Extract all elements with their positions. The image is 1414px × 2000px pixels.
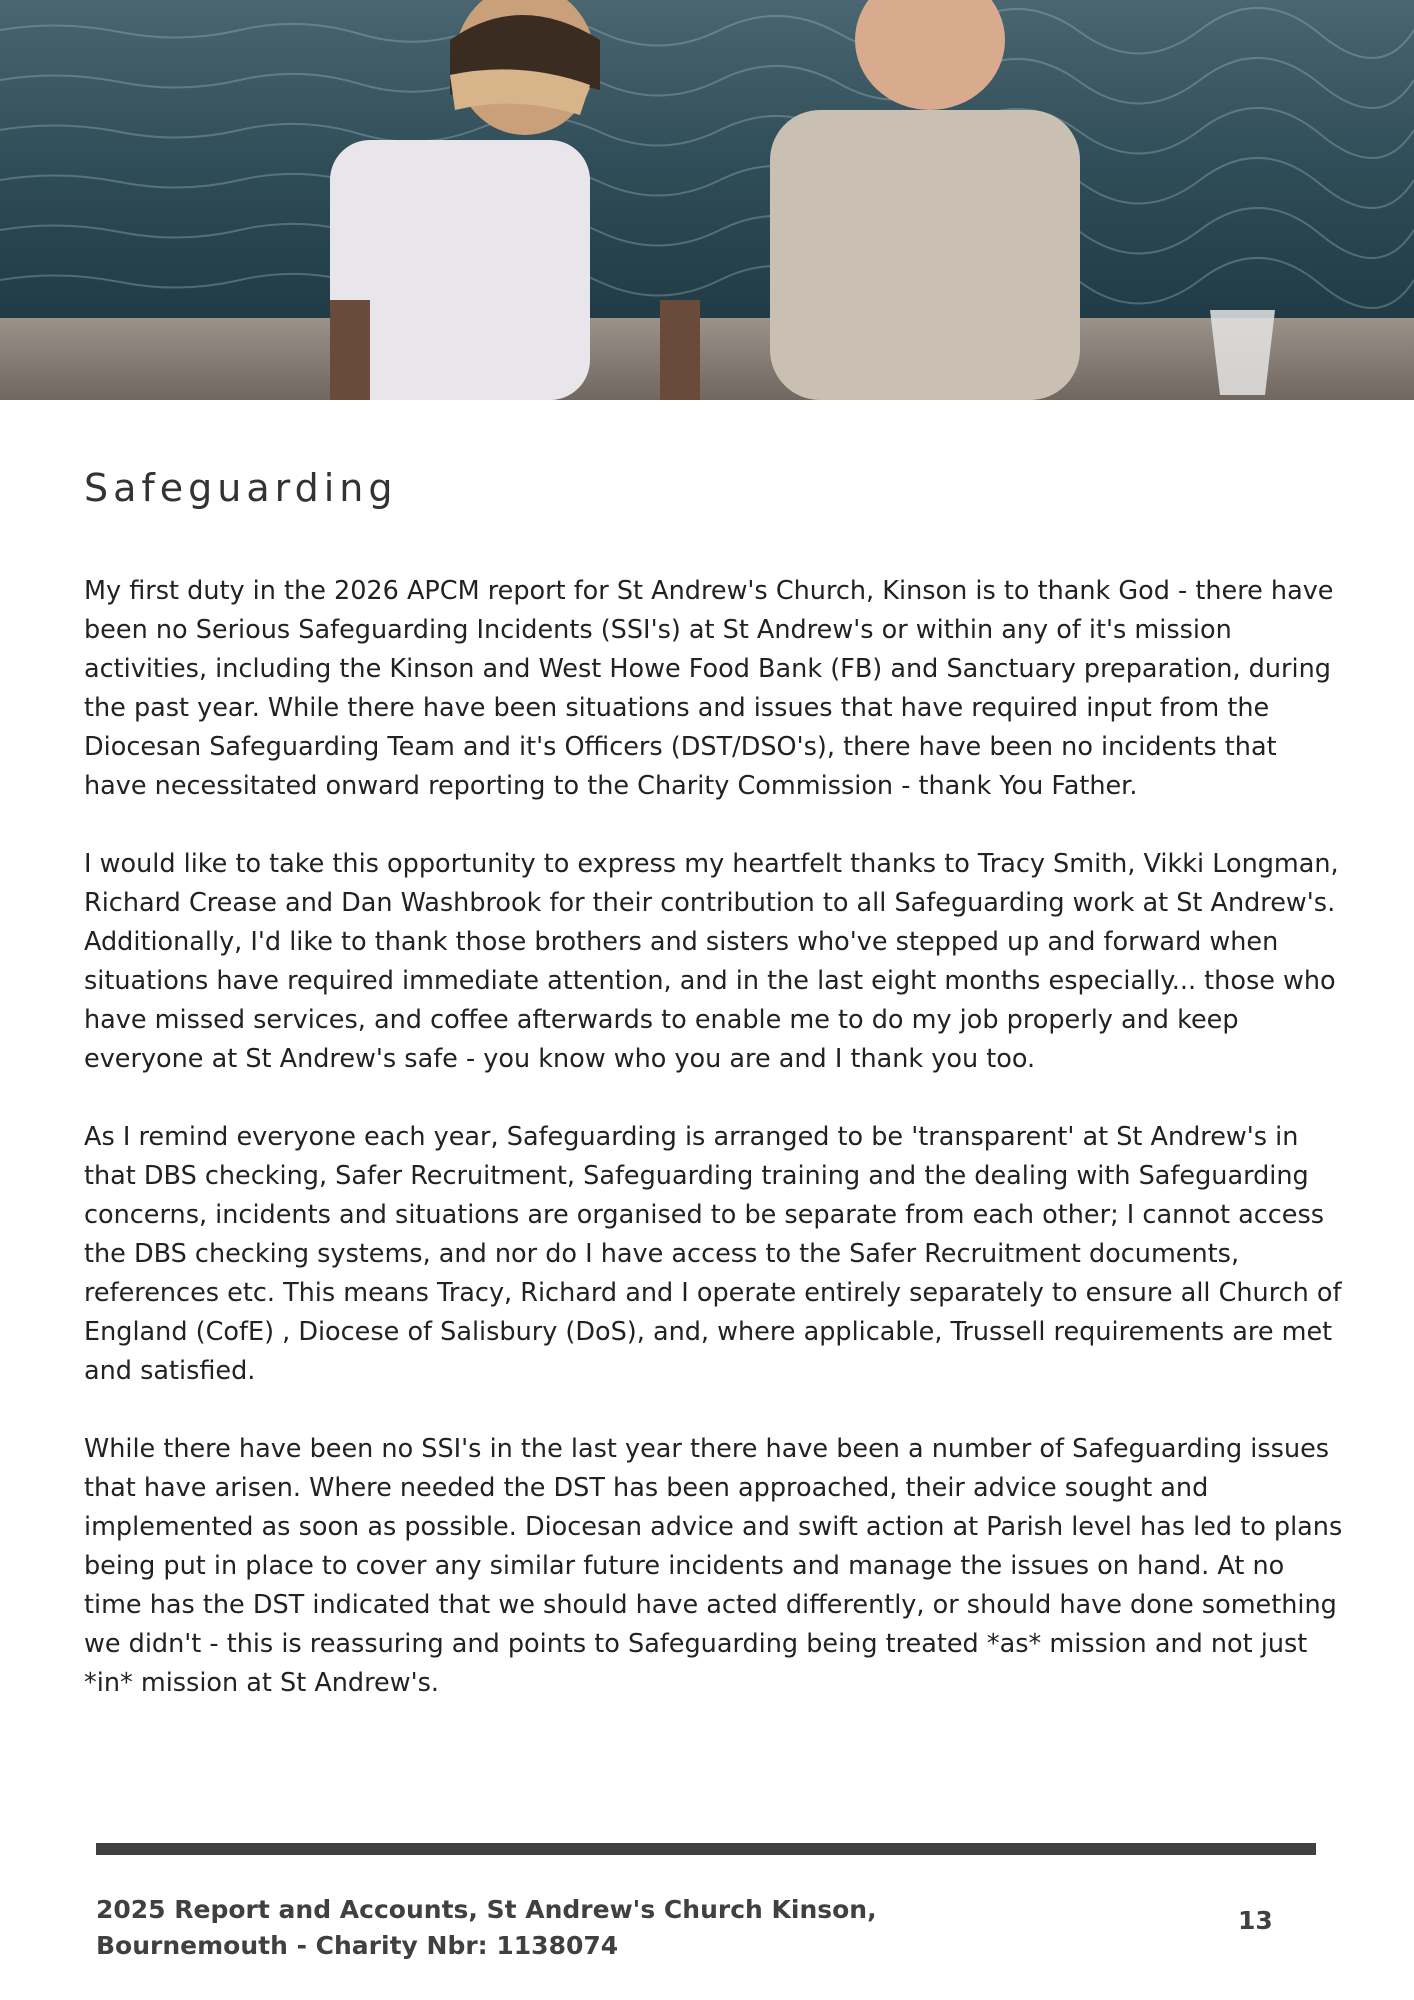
plastic-cup	[1210, 310, 1275, 395]
hero-photo-illustration	[0, 0, 1414, 400]
body-text	[84, 572, 1344, 1742]
footer-divider	[96, 1843, 1316, 1855]
paragraph: As I remind everyone each year, Safeguarding is arranged to be 'transparent' at St Andrew's in that DBS checking, Safer Recruitment, Safeguarding training and the dealing with Safeguarding concerns, incidents and situations are organised to be separate from each other; I cannot access the DBS checking systems, and nor do I have access to the Safer Recruitment documents, references etc. This means Tracy, Richard and I operate entirely separately to ensure all Church of England (CofE) , Diocese of Salisbury (DoS), and, where applicable, Trussell requirements are met and satisfied.	[84, 1122, 1342, 1386]
paragraph: My first duty in the 2026 APCM report for St Andrew's Church, Kinson is to thank God - there have been no Serious Safeguarding Incidents (SSI's) at St Andrew's or within any of it's mission activities, including the Kinson and West Howe Food Bank (FB) and Sanctuary preparation, during the past year. While there have been situations and issues that have required input from the Diocesan Safeguarding Team and it's Officers (DST/DSO's), there have been no incidents that have necessitated onward reporting to the Charity Commission - thank You Father.	[84, 576, 1334, 801]
page-number: 13	[1238, 1906, 1273, 1935]
paragraph: While there have been no SSI's in the last year there have been a number of Safeguarding issues that have arisen. Where needed the DST has been approached, their advice sought and implemented as soon as possible. Diocesan advice and swift action at Parish level has led to plans being put in place to cover any similar future incidents and manage the issues on hand. At no time has the DST indicated that we should have acted differently, or should have done something we didn't - this is reassuring and points to Safeguarding being treated *as* mission and not just *in* mission at St Andrew's.	[84, 1434, 1343, 1698]
paragraph: I would like to take this opportunity to express my heartfelt thanks to Tracy Smith, Vikki Longman, Richard Crease and Dan Washbrook for their contribution to all Safeguarding work at St Andrew's. Additionally, I'd like to thank those brothers and sisters who've stepped up and forward when situations have required immediate attention, and in the last eight months especially... those who have missed services, and coffee afterwards to enable me to do my job properly and keep everyone at St Andrew's safe - you know who you are and I thank you too.	[84, 849, 1339, 1074]
page-title: Safeguarding	[84, 466, 398, 510]
footer-line-1: 2025 Report and Accounts, St Andrew's Church Kinson,	[96, 1895, 877, 1924]
footer-caption	[96, 1892, 996, 1964]
footer-line-2: Bournemouth - Charity Nbr: 1138074	[96, 1931, 619, 1960]
hero-photo	[0, 0, 1414, 400]
